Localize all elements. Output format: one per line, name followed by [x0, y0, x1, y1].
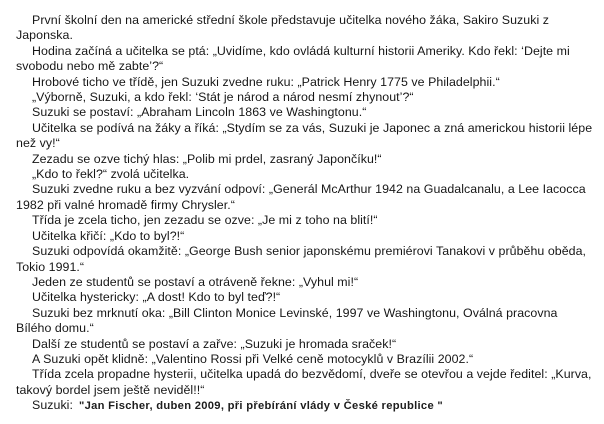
paragraph-16: Další ze studentů se postaví a zařve: „Suzuki je hromada sraček!“ [32, 336, 397, 351]
paragraph-14: Učitelka hystericky: „A dost! Kdo to byl teď?!“ [32, 290, 281, 305]
paragraph-15: Suzuki bez mrknutí oka: „Bill Clinton Monice Levinské, 1997 ve Washingtonu, Oválná pracovna Bílého domu.“ [16, 305, 558, 336]
paragraph-12: Suzuki odpovídá okamžitě: „George Bush senior japonskému premiérovi Tanakovi v průběhu oběda, Tokio 1991.“ [16, 244, 587, 274]
paragraph-9: Suzuki zvedne ruku a bez vyzvání odpoví: „Generál McArthur 1942 na Guadalcanalu, a Lee Iacocca 1982 při valné hromadě firmy Chrysler.“ [16, 182, 586, 212]
paragraph-8: „Kdo to řekl?“ zvolá učitelka. [32, 167, 190, 182]
paragraph-18: Třída zcela propadne hysterii, učitelka upadá do bezvědomí, dveře se otevřou a vejde ředitel: „Kurva, takový bordel jsem ještě neviděl!!“ [16, 367, 592, 397]
paragraph-10: Třída je zcela ticho, jen zezadu se ozve: „Je mi z toho na blití!“ [32, 213, 378, 228]
paragraph-13: Jeden ze studentů se postaví a otráveně řekne: „Vyhul mi!“ [32, 274, 359, 289]
paragraph-17: A Suzuki opět klidně: „Valentino Rossi při Velké ceně motocyklů v Brazílii 2002.“ [32, 351, 474, 366]
paragraph-7: Zezadu se ozve tichý hlas: „Polib mi prdel, zasraný Japončíku!“ [32, 151, 382, 166]
paragraph-5: Suzuki se postaví: „Abraham Lincoln 1863 ve Washingtonu.“ [32, 105, 367, 120]
paragraph-4: „Výborně, Suzuki, a kdo řekl: ‘Stát je národ a národ nesmí zhynout’?“ [32, 90, 414, 105]
paragraph-6: Učitelka se podívá na žáky a říká: „Stydím se za vás, Suzuki je Japonec a zná americkou historii lépe než vy!“ [16, 120, 593, 151]
paragraph-1: První školní den na americké střední škole představuje učitelka nového žáka, Sakiro Suzuki z Japonska. [16, 13, 550, 43]
final-quote: "Jan Fischer, duben 2009, při přebírání vlády v České republice " [78, 400, 443, 413]
final-line [16, 398, 596, 414]
final-speaker: Suzuki: [32, 398, 73, 413]
paragraph-3: Hrobové ticho ve třídě, jen Suzuki zvedne ruku: „Patrick Henry 1775 ve Philadelphii.“ [32, 74, 500, 89]
paragraph-11: Učitelka křičí: „Kdo to byl?!“ [32, 228, 185, 243]
paragraph-2: Hodina začíná a učitelka se ptá: „Uvidíme, kdo ovládá kulturní historii Ameriky. Kdo řekl: ‘Dejte mi svobodu nebo mě zabte’?“ [16, 43, 570, 74]
